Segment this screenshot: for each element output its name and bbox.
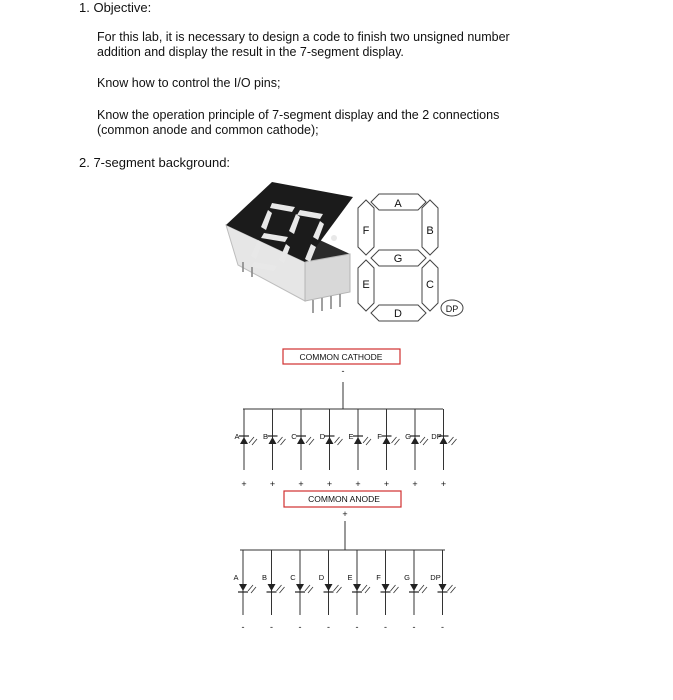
common-cathode-schematic	[234, 349, 456, 489]
objective-heading: 1. Objective:	[79, 0, 152, 15]
cathode-diode-dp	[431, 409, 456, 489]
cathode-pin-sign-a: +	[241, 479, 247, 489]
objective-principle-line-1: Know the operation principle of 7-segment display and the 2 connections	[97, 108, 500, 122]
common-anode-schematic	[233, 491, 455, 632]
segment-layout-diagram	[358, 194, 463, 321]
anode-pin-label-g: G	[404, 573, 410, 582]
cathode-pin-sign-b: +	[269, 479, 276, 489]
cathode-pin-sign-d: +	[326, 479, 333, 489]
segment-label-g: G	[393, 253, 403, 265]
anode-diode-d	[319, 550, 342, 632]
cathode-diode-e	[348, 409, 371, 489]
anode-diode-b	[262, 550, 285, 632]
anode-top-sign: +	[342, 509, 348, 519]
segment-label-dp: DP	[445, 304, 459, 314]
background-heading: 2. 7-segment background:	[79, 155, 231, 170]
cathode-pin-label-g: G	[405, 432, 411, 441]
objective-principle-line-2: (common anode and common cathode);	[97, 123, 319, 137]
segment-label-d: D	[394, 308, 402, 320]
anode-diode-e	[347, 550, 370, 632]
anode-diode-f	[376, 550, 398, 632]
anode-pin-sign-f: -	[384, 622, 387, 632]
anode-pin-label-e: E	[347, 573, 353, 582]
cathode-diode-c	[291, 409, 314, 489]
anode-pin-label-dp: DP	[430, 573, 441, 582]
anode-pin-sign-d: -	[327, 622, 330, 632]
anode-diode-c	[290, 550, 313, 632]
objective-paragraph-line-1: For this lab, it is necessary to design a code to finish two unsigned number	[97, 30, 510, 44]
objective-paragraph-line-2: addition and display the result in the 7-segment display.	[97, 45, 404, 59]
cathode-pin-label-dp: DP	[431, 432, 442, 441]
anode-pin-label-a: A	[233, 573, 239, 582]
anode-diode-g	[404, 550, 427, 632]
segment-label-e: E	[362, 279, 370, 291]
cathode-pin-label-a: A	[234, 432, 240, 441]
cathode-pin-sign-f: +	[383, 479, 390, 489]
anode-pin-sign-a: -	[241, 622, 245, 632]
anode-pin-label-b: B	[261, 573, 268, 582]
segment-label-c: C	[426, 279, 434, 291]
anode-pin-label-c: C	[290, 573, 296, 582]
segment-label-a: A	[394, 198, 402, 210]
cathode-diode-a	[234, 409, 257, 489]
cathode-pin-label-c: C	[291, 432, 297, 441]
cathode-pin-sign-c: +	[298, 479, 304, 489]
cathode-pin-label-b: B	[262, 432, 269, 441]
segment-label-b: B	[426, 225, 434, 237]
anode-title: COMMON ANODE	[308, 494, 380, 504]
seven-segment-photo	[226, 182, 353, 313]
anode-pin-sign-c: -	[298, 622, 302, 632]
cathode-pin-sign-dp: +	[440, 479, 447, 489]
objective-io-pins: Know how to control the I/O pins;	[97, 76, 281, 90]
cathode-top-sign: -	[341, 366, 345, 376]
anode-pin-sign-dp: -	[441, 622, 444, 632]
segment-label-f: F	[362, 225, 370, 237]
cathode-diode-g	[405, 409, 428, 489]
cathode-pin-label-d: D	[319, 432, 326, 441]
anode-diode-a	[233, 550, 256, 632]
anode-pin-sign-g: -	[412, 622, 416, 632]
cathode-diode-f	[377, 409, 399, 489]
anode-pin-sign-e: -	[355, 622, 359, 632]
anode-pin-label-f: F	[376, 573, 381, 582]
cathode-pin-sign-g: +	[412, 479, 418, 489]
cathode-title: COMMON CATHODE	[299, 352, 383, 362]
cathode-diode-d	[320, 409, 343, 489]
cathode-pin-sign-e: +	[355, 479, 361, 489]
cathode-pin-label-e: E	[348, 432, 354, 441]
anode-diode-dp	[430, 550, 455, 632]
anode-pin-sign-b: -	[270, 622, 273, 632]
cathode-diode-b	[263, 409, 286, 489]
anode-pin-label-d: D	[318, 573, 325, 582]
cathode-pin-label-f: F	[377, 432, 382, 441]
